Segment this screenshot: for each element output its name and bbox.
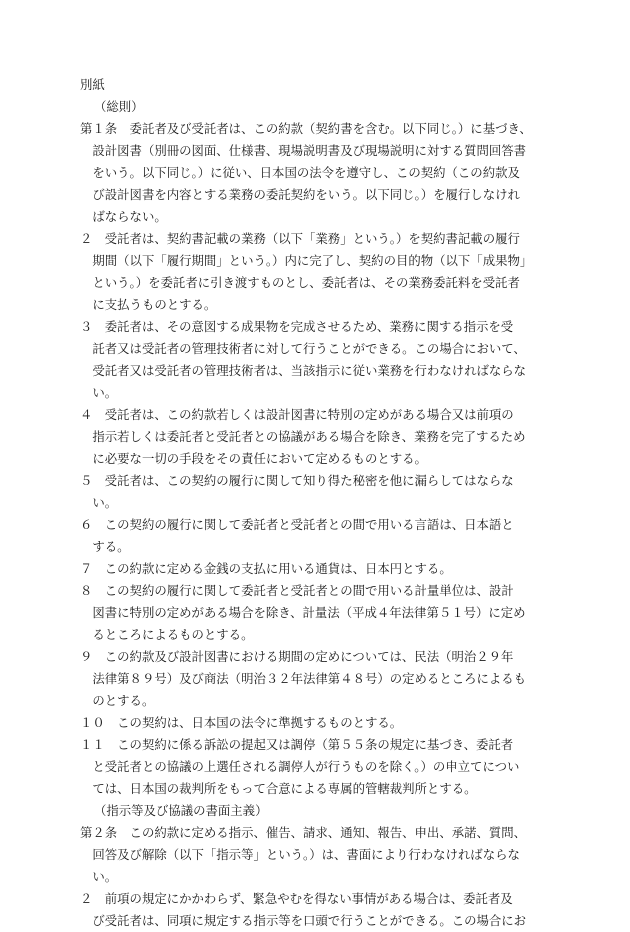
article-2-clause-2-line: び受託者は、同項に規定する指示等を口頭で行うことができる。この場合にお [80,913,527,928]
clause-2 [80,228,560,316]
clause-10 [80,712,560,734]
clause-9-line: ９ この約款及び設計図書における期間の定めについては、民法（明治２９年 [80,649,514,664]
clause-4-line: ４ 受託者は、この約款若しくは設計図書に特別の定めがある場合又は前項の [80,407,514,422]
clause-9 [80,646,560,712]
clause-3-line: ３ 委託者は、その意図する成果物を完成させるため、業務に関する指示を受 [80,319,514,334]
clause-3-line: 受託者又は受託者の管理技術者は、当該指示に従い業務を行わなければならな [80,363,527,378]
clause-4-line: に必要な一切の手段をその責任において定めるものとする。 [80,451,427,466]
clause-7-line: ７ この約款に定める金銭の支払に用いる通貨は、日本円とする。 [80,561,452,576]
clause-5 [80,470,560,514]
clause-10-line: １０ この契約は、日本国の法令に準拠するものとする。 [80,715,403,730]
doc-label: 別紙 [80,77,105,92]
clause-11 [80,734,560,800]
clause-3 [80,316,560,404]
clause-9-line: 法律第８９号）及び商法（明治３２年法律第４８号）の定めるところによるも [80,671,527,686]
clause-9-line: のとする。 [80,693,155,708]
section-heading-general: （総則） [94,99,144,114]
clause-2-line: ２ 受託者は、契約書記載の業務（以下「業務」という。）を契約書記載の履行 [80,231,520,246]
article-2-clause-2 [80,888,560,932]
article-2-clause-2-line: ２ 前項の規定にかかわらず、緊急やむを得ない事情がある場合は、委託者及 [80,891,513,906]
clause-6-line: ６ この契約の履行に関して委託者と受託者との間で用いる言語は、日本語と [80,517,514,532]
clause-6-line: する。 [80,539,130,554]
article-1-line: 第１条 委託者及び受託者は、この約款（契約書を含む。以下同じ。）に基づき、 [80,121,532,136]
clause-6 [80,514,560,558]
article-1-line: ばならない。 [80,209,167,224]
document-page [80,74,560,932]
clause-7 [80,558,560,580]
article-1-line: 設計図書（別冊の図面、仕様書、現場説明書及び現場説明に対する質問回答書 [80,143,527,158]
clause-2-line: 期間（以下「履行期間」という。）内に完了し、契約の目的物（以下「成果物」 [80,253,533,268]
article-2-line: い。 [80,869,118,884]
clause-3-line: い。 [80,385,118,400]
clause-11-line: ては、日本国の裁判所をもって合意による専属的管轄裁判所とする。 [80,781,477,796]
clause-8-line: 図書に特別の定めがある場合を除き、計量法（平成４年法律第５１号）に定め [80,605,526,620]
clause-2-line: という。）を委託者に引き渡すものとし、委託者は、その業務委託料を受託者 [80,275,520,290]
clause-8 [80,580,560,646]
clause-8-line: るところによるものとする。 [80,627,254,642]
clause-11-line: と受託者との協議の上選任される調停人が行うものを除く。）の申立てについ [80,759,520,774]
clause-11-line: １１ この契約に係る訴訟の提起又は調停（第５５条の規定に基づき、委託者 [80,737,514,752]
clause-4-line: 指示若しくは委託者と受託者との協議がある場合を除き、業務を完了するため [80,429,526,444]
clause-8-line: ８ この契約の履行に関して委託者と受託者との間で用いる計量単位は、設計 [80,583,514,598]
article-2-line: 回答及び解除（以下「指示等」という。）は、書面により行わなければならな [80,847,520,862]
article-1-line: をいう。以下同じ。）に従い、日本国の法令を遵守し、この契約（この約款及 [80,165,520,180]
article-1 [80,118,560,228]
clause-5-line: い。 [80,495,118,510]
article-2-line: 第２条 この約款に定める指示、催告、請求、通知、報告、申出、承諾、質問、 [80,825,527,840]
clause-5-line: ５ 受託者は、この契約の履行に関して知り得た秘密を他に漏らしてはならな [80,473,514,488]
article-2 [80,822,560,888]
clause-2-line: に支払うものとする。 [80,297,217,312]
clause-3-line: 託者又は受託者の管理技術者に対して行うことができる。この場合において、 [80,341,526,356]
section-heading-instructions: （指示等及び協議の書面主義） [94,803,268,818]
article-1-line: び設計図書を内容とする業務の委託契約をいう。以下同じ。）を履行しなけれ [80,187,520,202]
clause-4 [80,404,560,470]
